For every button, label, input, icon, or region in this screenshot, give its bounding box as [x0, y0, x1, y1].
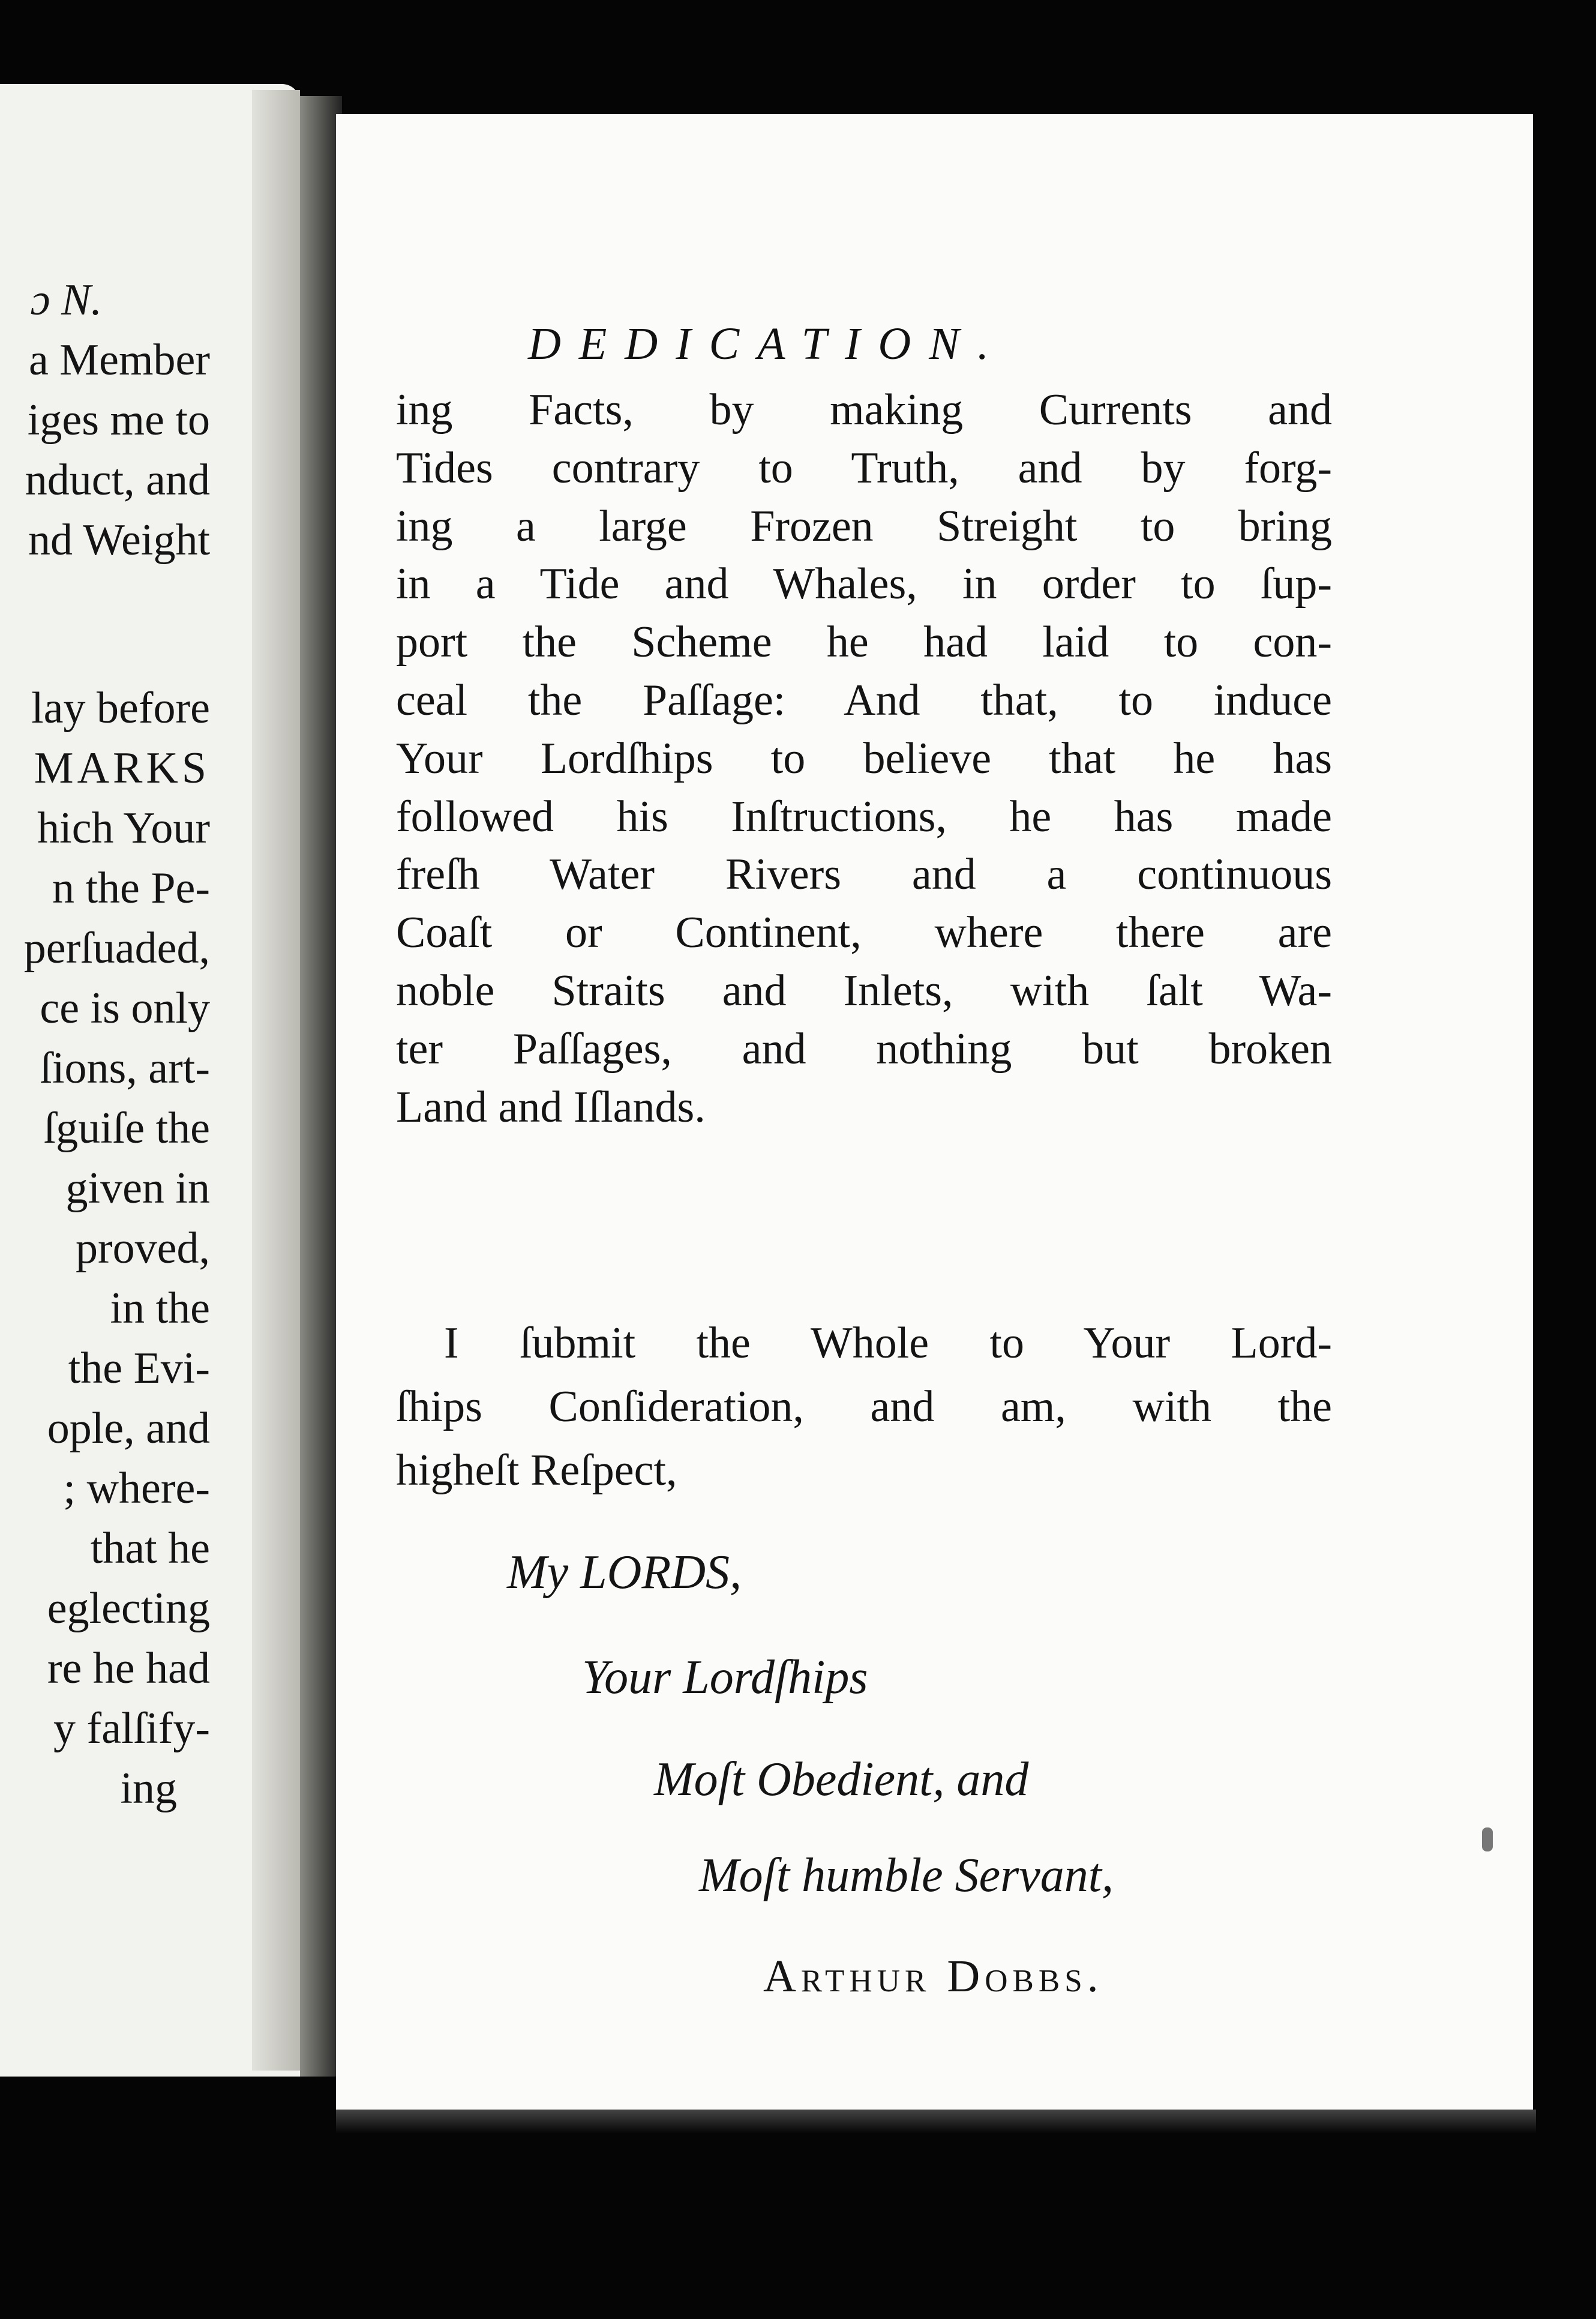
- text-line: higheſt Reſpect,: [396, 1446, 677, 1495]
- left-page-line: y falſify-: [53, 1704, 210, 1753]
- left-page-line: proved,: [76, 1224, 210, 1273]
- left-page-gutter-shadow: [252, 90, 300, 2071]
- text-line: ter Paſſages, and nothing but broken: [396, 1024, 1332, 1074]
- left-page-line: a Member: [28, 335, 210, 385]
- left-page-line: iges me to: [27, 396, 210, 445]
- page-edge-speck: [1482, 1827, 1493, 1851]
- left-page-line: MARKS: [34, 744, 210, 793]
- left-page-line: given in: [65, 1164, 210, 1213]
- text-line: Coaſt or Continent, where there are: [396, 908, 1332, 958]
- text-line: noble Straits and Inlets, with ſalt Wa-: [396, 966, 1332, 1015]
- closing-line: Your Lordſhips: [582, 1651, 868, 1704]
- text-line: in a Tide and Whales, in order to ſup-: [396, 559, 1332, 609]
- text-line: Your Lordſhips to believe that he has: [396, 733, 1332, 783]
- left-page-line: ɔ N.: [30, 275, 102, 325]
- left-page-line: hich Your: [37, 804, 210, 853]
- text-line: ing Facts, by making Currents and: [396, 385, 1332, 435]
- left-page-line: ; where-: [63, 1464, 210, 1513]
- signature: Arthur Dobbs.: [763, 1951, 1103, 2002]
- left-page-line: the Evi-: [68, 1344, 210, 1393]
- text-line: ſhips Conſideration, and am, with the: [396, 1382, 1332, 1431]
- text-line: ing a large Frozen Streight to bring: [396, 501, 1332, 551]
- submission-paragraph: [396, 1311, 1332, 1502]
- salutation: My LORDS,: [507, 1546, 742, 1599]
- left-page-line: eglecting: [47, 1584, 210, 1633]
- text-line: ceal the Paſſage: And that, to induce: [396, 675, 1332, 725]
- left-page-line: nd Weight: [28, 516, 210, 565]
- closing-line: Moſt Obedient, and: [654, 1753, 1029, 1806]
- closing-line: Moſt humble Servant,: [699, 1849, 1114, 1902]
- left-page-line: that he: [90, 1524, 210, 1573]
- left-page-line: ce is only: [40, 984, 210, 1033]
- left-page-line: nduct, and: [25, 456, 210, 505]
- left-page-line: lay before: [31, 684, 210, 733]
- left-page-line: in the: [110, 1284, 210, 1333]
- left-page-line: n the Pe-: [52, 864, 210, 913]
- page-bottom-shadow: [336, 2110, 1536, 2134]
- left-page-line: ſions, art-: [40, 1044, 210, 1093]
- left-page-line: re he had: [47, 1644, 210, 1693]
- left-page-line: ople, and: [47, 1404, 210, 1453]
- text-line: Tides contrary to Truth, and by forg-: [396, 443, 1332, 493]
- text-line: freſh Water Rivers and a continuous: [396, 850, 1332, 900]
- running-head: DEDICATION.: [528, 319, 1007, 369]
- text-line: followed his Inſtructions, he has made: [396, 792, 1332, 841]
- left-page-line: ſguiſe the: [43, 1104, 210, 1153]
- text-line: I ſubmit the Whole to Your Lord-: [444, 1319, 1332, 1368]
- text-line: Land and Iſlands.: [396, 1082, 706, 1132]
- dedication-paragraph: [396, 381, 1332, 1136]
- dedication-page: [336, 114, 1533, 2110]
- left-page-line: ing: [120, 1764, 177, 1813]
- text-line: port the Scheme he had laid to con-: [396, 618, 1332, 667]
- left-page-line: perſuaded,: [23, 924, 210, 973]
